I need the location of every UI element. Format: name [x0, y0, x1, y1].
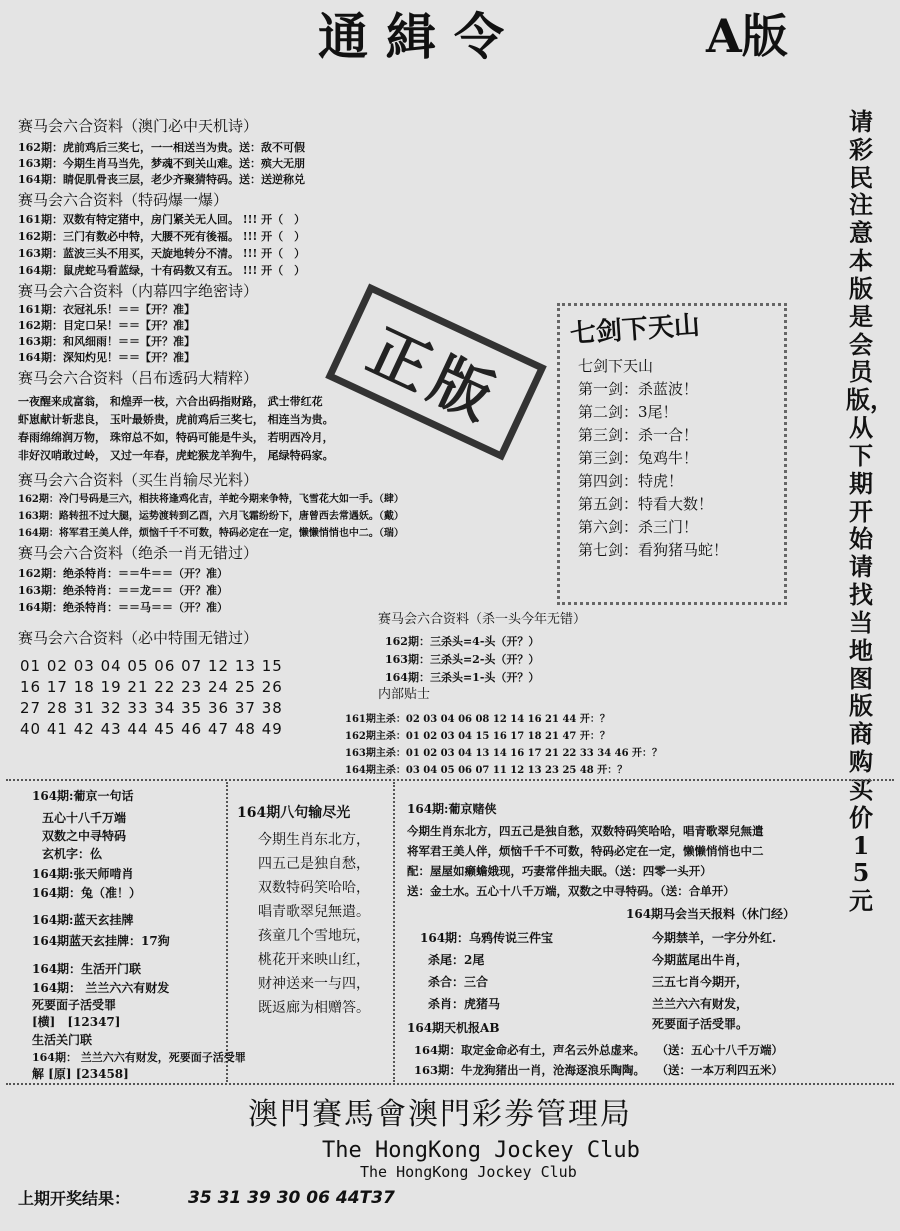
last-result-value: 35 31 39 30 06 44T37	[188, 1188, 395, 1208]
gamble-line: 送：金土水。五心十八千万端，双数之中寻特码。（送：合单开）	[407, 884, 735, 898]
footer-org-en-2: The HongKong Jockey Club	[360, 1163, 577, 1181]
section-header-buy: 赛马会六合资料（买生肖输尽光料）	[18, 471, 259, 489]
ab-title: 164期天机报AB	[407, 1021, 500, 1035]
footer-org-cn: 澳門賽馬會澳門彩劵管理局	[248, 1097, 632, 1132]
section-header-range: 赛马会六合资料（必中特围无错过）	[18, 629, 259, 647]
left-line: 164期蓝天玄挂牌：17狗	[32, 934, 170, 948]
sword-row: 第二剑：3尾！	[578, 403, 678, 421]
left-line: 164期:葡京一句话	[32, 789, 134, 803]
report-line: 今期蓝尾出牛肖，	[652, 953, 749, 967]
kill-row: 162期：绝杀特肖：＝＝牛＝＝（开？准）	[18, 567, 228, 580]
footer-org-en-1: The HongKong Jockey Club	[322, 1138, 640, 1163]
poem-row: 163期：今期生肖马当先，梦魂不到关山难。送：殡大无朋	[18, 157, 305, 170]
mid-line: 既返廊为相赠答。	[258, 1000, 370, 1016]
mid-title: 164期八句输尽光	[237, 805, 351, 821]
divider-left	[226, 782, 228, 1082]
mid-line: 孩童几个雪地玩，	[258, 928, 370, 944]
sword-row: 第七剑：看狗猪马蛇！	[578, 541, 729, 559]
sword-row: 第六剑：杀三门！	[578, 518, 699, 536]
left-line: 解 [原] [23458]	[32, 1067, 129, 1081]
explode-row: 164期：鼠虎蛇马看蓝绿，十有码数又有五。 !!! 开（ ）	[18, 264, 306, 277]
tips-row: 164期主杀：03 04 05 06 07 11 12 13 23 25 48 开：？	[345, 765, 628, 776]
tips-row: 163期主杀：01 02 03 04 13 14 16 17 21 22 33 34 46 开：？	[345, 748, 663, 759]
mid-line: 唱青歌翠兒無遣。	[258, 904, 370, 920]
range-row: 27 28 31 32 33 34 35 36 37 38	[20, 699, 283, 717]
range-row: 01 02 03 04 05 06 07 12 13 15	[20, 657, 283, 675]
sword-row: 第五剑：特看大数！	[578, 495, 714, 513]
crow-line: 杀尾：2尾	[428, 953, 485, 967]
left-line: 玄机字：仫	[42, 847, 103, 861]
mid-line: 四五己是独自愁，	[258, 856, 370, 872]
left-line: 164期:张天师啃肖	[32, 867, 134, 881]
explode-row: 162期：三门有数必中特，大腰不死有後福。 !!! 开（ ）	[18, 230, 306, 243]
ab-line: 163期：牛龙狗猪出一肖，沧海逐浪乐陶陶。 （送：一本万利四五米）	[414, 1063, 784, 1077]
left-line: 五心十八千万端	[42, 811, 127, 825]
left-line: 双数之中寻特码	[42, 829, 127, 843]
lv-row: 春雨绵绵润万物， 珠帘总不如，特码可能是牛头， 若明西冷月，	[18, 431, 334, 444]
gamble-line: 配：屋屋如癞蟾娥现，巧妻常伴拙夫眠。（送：四零一头开）	[407, 864, 712, 878]
divider-bottom	[6, 1083, 894, 1085]
crow-title: 164期：乌鸦传说三件宝	[420, 931, 554, 945]
buy-row: 162期：冷门号码是三六，相扶将逢鸡化吉，羊蛇今期来争特，飞雪花大如一手。（肆）	[18, 494, 404, 505]
tips-header: 内部贴士	[378, 687, 431, 702]
left-line: 生活关门联	[32, 1033, 93, 1047]
left-line: [横] [12347]	[32, 1015, 121, 1029]
left-line: 164期： 兰兰六六有财发	[32, 981, 170, 995]
poem-row: 164期：睛促肌骨丧三层，老少齐聚猜特码。送：送逆称兑	[18, 173, 305, 186]
sword-row: 第三剑：兔鸡牛！	[578, 449, 699, 467]
sword-row: 第四剑：特虎！	[578, 472, 684, 490]
swords-title: 七剑下天山	[578, 357, 654, 375]
head-row: 162期：三杀头=4-头（开？）	[385, 635, 540, 648]
gamble-title: 164期:葡京赌侠	[407, 802, 497, 816]
poem-row: 162期：虎前鸡后三奖七，一一相送当为贵。送：敌不可假	[18, 141, 305, 154]
gamble-line: 今期生肖东北方，四五己是独自愁，双数特码笑哈哈，唱青歌翠兒無遣	[407, 824, 764, 838]
mid-line: 今期生肖东北方，	[258, 832, 370, 848]
side-notice: 请彩民注意本版是会员版，从下期开始请找当地图版商购买价15元	[846, 107, 894, 916]
lv-row: 一夜醒来成富翁， 和煌弄一枝，六合出码指财路， 武士带红花	[18, 395, 323, 408]
secret-row: 162期：目定口呆！＝＝【开？准】	[18, 319, 195, 332]
left-line: 死要面子活受罪	[32, 998, 117, 1012]
mid-line: 桃花开来映山红，	[258, 952, 370, 968]
secret-row: 163期：和风细雨！＝＝【开？准】	[18, 335, 195, 348]
buy-row: 164期：将军君王美人伴，烦恼千千不可数，特码必定在一定，懒懒悄悄也中二。（瑞）	[18, 528, 404, 539]
sword-row: 第一剑：杀蓝波！	[578, 380, 699, 398]
report-line: 死要面子活受罪。	[652, 1017, 749, 1031]
mid-line: 双数特码笑哈哈，	[258, 880, 370, 896]
section-header-explode: 赛马会六合资料（特码爆一爆）	[18, 191, 229, 209]
swords-art-title: 七剑下天山	[569, 310, 701, 350]
section-header-lv: 赛马会六合资料（吕布透码大精粹）	[18, 369, 259, 387]
report-title: 164期马会当天报料（休门经）	[626, 907, 796, 921]
explode-row: 161期：双数有特定猪中，房门紧关无人回。 !!! 开（ ）	[18, 213, 306, 226]
section-header-kill: 赛马会六合资料（绝杀一肖无错过）	[18, 544, 259, 562]
lv-row: 虾崽献计斩悲良， 玉叶最娇贵，虎前鸡后三奖七， 相连当为贵。	[18, 413, 334, 426]
secret-row: 161期：衣冠礼乐！＝＝【开？准】	[18, 303, 195, 316]
range-row: 40 41 42 43 44 45 46 47 48 49	[20, 720, 283, 738]
lv-row: 非好汉哨敢过岭， 又过一年春，虎蛇猴龙羊狗牛， 尾绿特码家。	[18, 449, 334, 462]
left-line: 164期:蓝天玄挂牌	[32, 913, 134, 927]
left-line: 164期：兔（准！）	[32, 886, 142, 900]
secret-row: 164期：深知灼见！＝＝【开？准】	[18, 351, 195, 364]
page-title: 通緝令	[318, 7, 522, 66]
last-result-label: 上期开奖结果：	[18, 1189, 131, 1208]
sword-row: 第三剑：杀一合！	[578, 426, 699, 444]
kill-row: 163期：绝杀特肖：＝＝龙＝＝（开？准）	[18, 584, 228, 597]
divider-mid	[393, 782, 395, 1082]
range-row: 16 17 18 19 21 22 23 24 25 26	[20, 678, 283, 696]
report-line: 三五七肖今期开，	[652, 975, 749, 989]
crow-line: 杀合：三合	[428, 975, 489, 989]
gamble-line: 将军君王美人伴，烦恼千千不可数，特码必定在一定，懒懒悄悄也中二	[407, 844, 764, 858]
report-line: 兰兰六六有财发，	[652, 997, 749, 1011]
crow-line: 杀肖：虎猪马	[428, 997, 501, 1011]
stamp-text: 正版	[357, 316, 511, 437]
left-line: 164期：生活开门联	[32, 962, 142, 976]
report-line: 今期禁羊，一字分外红.	[652, 931, 777, 945]
divider-top	[6, 779, 894, 781]
left-line: 164期： 兰兰六六有财发，死要面子活受罪	[32, 1051, 246, 1064]
section-header-secret: 赛马会六合资料（内幕四字绝密诗）	[18, 282, 259, 300]
section-header-head: 赛马会六合资料（杀一头今年无错）	[378, 612, 587, 627]
kill-row: 164期：绝杀特肖：＝＝马＝＝（开？准）	[18, 601, 228, 614]
ab-line: 164期：取定金命必有土，声名云外总虚来。 （送：五心十八千万端）	[414, 1043, 784, 1057]
section-header-poem: 赛马会六合资料（澳门必中天机诗）	[18, 117, 259, 135]
authentic-stamp	[325, 283, 547, 460]
tips-row: 162期主杀：01 02 03 04 15 16 17 18 21 47 开：？	[345, 731, 610, 742]
explode-row: 163期：蓝波三头不用买，天旋地转分不清。 !!! 开（ ）	[18, 247, 306, 260]
edition-label: A版	[706, 9, 788, 63]
mid-line: 财神送来一与四，	[258, 976, 370, 992]
head-row: 163期：三杀头=2-头（开？）	[385, 653, 540, 666]
head-row: 164期：三杀头=1-头（开？）	[385, 671, 540, 684]
buy-row: 163期：路转扭不过大腿，运势渡转到乙酉，六月飞霜纷纷下，唐曾西去常遇妖。（戴）	[18, 511, 404, 522]
tips-row: 161期主杀：02 03 04 06 08 12 14 16 21 44 开：？	[345, 714, 610, 725]
